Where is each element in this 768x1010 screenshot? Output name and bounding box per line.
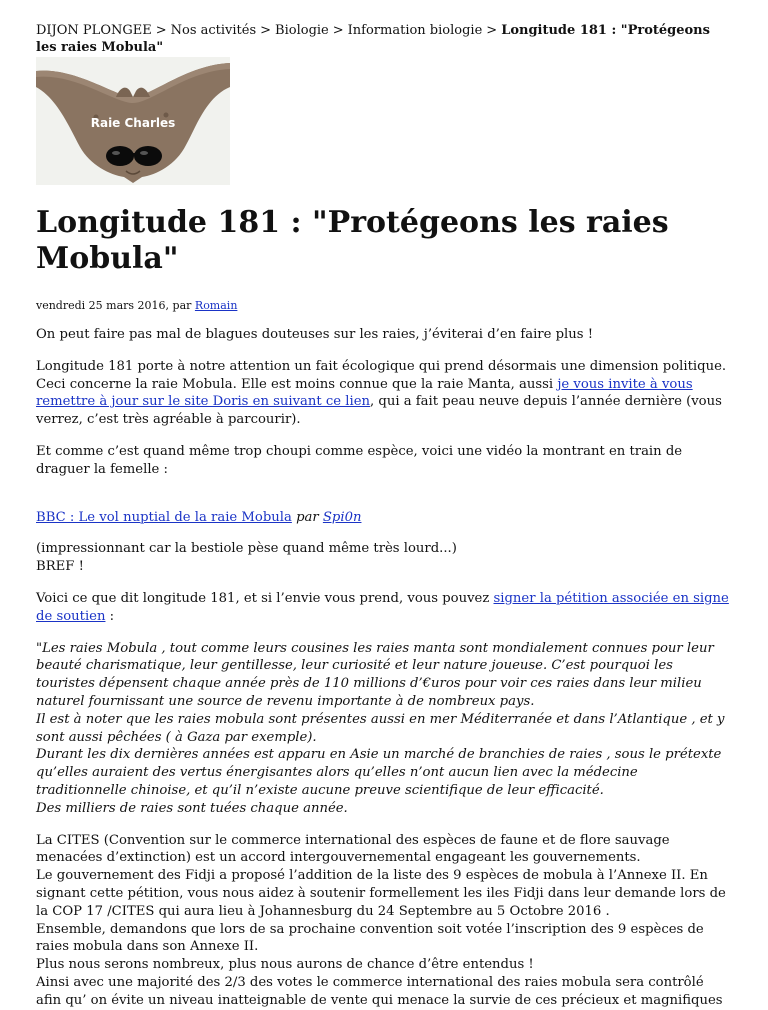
page-title: Longitude 181 : "Protégeons les raies Mobula"	[36, 205, 669, 276]
paragraph-bref	[36, 540, 732, 576]
quote-line: Des milliers de raies sont tuées chaque année.	[36, 800, 348, 816]
ray-logo-image[interactable]	[36, 57, 230, 185]
quote-line: Durant les dix dernières années est apparu en Asie un marché de branchies de raies , sous le prétexte qu’elles auraient des vertus énergisantes alors qu’elles n’ont aucun lien avec la médecine traditionnelle chinoise, et qu’il n’existe aucune preuve scientifique de leur efficacité.	[36, 747, 722, 798]
breadcrumb-biologie[interactable]: Biologie	[275, 23, 329, 38]
breadcrumb-home[interactable]: DIJON PLONGEE	[36, 23, 152, 38]
quote-line: Il est à noter que les raies mobula sont présentes aussi en mer Méditerranée et dans l’Atlantique , et y sont aussi pêchées ( à Gaza par exemple).	[36, 711, 725, 745]
paragraph-text: :	[105, 608, 115, 624]
breadcrumb-separator: >	[486, 23, 498, 38]
petition-link[interactable]: signer la pétition associée en signe de soutien	[36, 590, 729, 624]
paragraph-intro: On peut faire pas mal de blagues douteuses sur les raies, j’éviterai d’en faire plus !	[36, 327, 593, 342]
video-author-link[interactable]	[323, 510, 362, 525]
paragraph-line: Le gouvernement des Fidji a proposé l’addition de la liste des 9 espèces de mobula à l’Annexe II. En signant cette pétition, vous nous aidez à soutenir formellement les iles Fidji dans leur demande lors de la COP 17 /CITES qui aura lieu à Johannesburg du 24 Septembre au 5 Octobre 2016 .	[36, 868, 726, 919]
article-byline	[36, 299, 732, 312]
logo-caption: Raie Charles	[90, 116, 176, 130]
breadcrumb-separator: >	[332, 23, 344, 38]
breadcrumb	[36, 22, 732, 56]
video-author: Spi0n	[322, 509, 362, 525]
breadcrumb-current: Longitude 181 : "Protégeons les raies Mobula"	[36, 23, 710, 55]
video-link[interactable]: BBC : Le vol nuptial de la raie Mobula	[36, 509, 292, 525]
paragraph-line: Ensemble, demandons que lors de sa prochaine convention soit votée l’inscription des 9 espèces de raies mobula dans son Annexe II.	[36, 921, 704, 955]
paragraph-line: Plus nous serons nombreux, plus nous aurons de chance d’être entendus !	[36, 957, 534, 973]
video-credit	[36, 509, 732, 527]
paragraph-petition	[36, 590, 732, 626]
paragraph-line: BREF !	[36, 559, 84, 575]
doris-link[interactable]: je vous invite à vous remettre à jour sur le site Doris en suivant ce lien	[36, 376, 693, 410]
paragraph-line: Ainsi avec une majorité des 2/3 des votes le commerce international des raies mobula sera contrôlé afin qu’ on évite un niveau inatteignable de vente qui menace la survie de ces précieux et magnifiques	[36, 974, 723, 1008]
quote-mark: "	[36, 640, 43, 656]
author-link[interactable]: Romain	[194, 299, 238, 312]
video-par: par	[296, 509, 319, 525]
paragraph-cites	[36, 832, 732, 1010]
article-date: vendredi 25 mars 2016, par	[36, 299, 192, 312]
paragraph-longitude	[36, 358, 732, 429]
paragraph-line: La CITES (Convention sur le commerce international des espèces de faune et de flore sauvage menacées d’extinction) est un accord intergouvernemental engageant les gouvernements.	[36, 832, 670, 866]
breadcrumb-information-biologie[interactable]: Information biologie	[347, 23, 483, 38]
paragraph-line: (impressionnant car la bestiole pèse quand même très lourd...)	[36, 541, 457, 557]
breadcrumb-activites[interactable]: Nos activités	[170, 23, 257, 38]
paragraph-text: Voici ce que dit longitude 181, et si l’envie vous prend, vous pouvez	[36, 590, 494, 606]
quote-block	[36, 640, 732, 818]
paragraph-text: Longitude 181 porte à notre attention un fait écologique qui prend désormais une dimension politique. Ceci concerne la raie Mobula. Elle est moins connue que la raie Manta, aussi	[36, 358, 727, 392]
paragraph-video-intro: Et comme c’est quand même trop choupi comme espèce, voici une vidéo la montrant en train de draguer la femelle :	[36, 443, 683, 477]
paragraph-text: , qui a fait peau neuve depuis l’année dernière (vous verrez, c’est très agréable à parcourir).	[36, 394, 722, 428]
breadcrumb-separator: >	[260, 23, 272, 38]
breadcrumb-separator: >	[155, 23, 167, 38]
quote-line: Les raies Mobula , tout comme leurs cousines les raies manta sont mondialement connues pour leur beauté charismatique, leur gentillesse, leur curiosité et leur nature joueuse. C’est pourquoi les touristes dépensent chaque année près de 110 millions d’€uros pour voir ces raies dans leur milieu naturel fournissant une source de revenu importante à de nombreux pays.	[36, 640, 714, 709]
